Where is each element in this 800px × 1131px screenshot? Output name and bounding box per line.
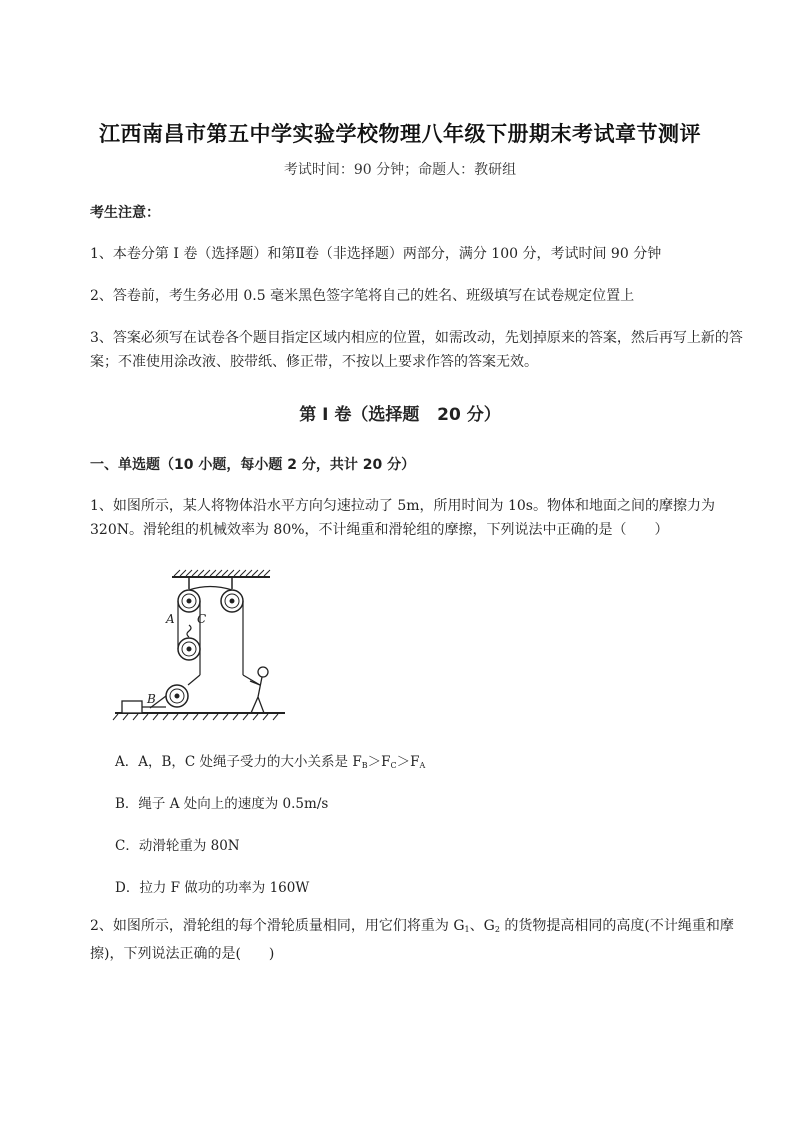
pulley-system-figure [110,565,320,725]
fixed-pulley-left [178,577,200,612]
label-c: C [197,612,207,626]
movable-pulley-bottom [166,685,188,707]
option-a [115,750,425,770]
label-b: B [147,692,156,706]
ground [113,713,285,720]
option-d: D．拉力 F 做功的功率为 160W [115,880,310,896]
notice-item-2: 2、答卷前，考生务必用 0.5 毫米黑色签字笔将自己的姓名、班级填写在试卷规定位置上 [90,288,635,304]
q2-sub-2: 2 [494,925,500,934]
question-1-stem: 1、如图所示，某人将物体沿水平方向匀速拉动了 5m，所用时间为 10s。物体和地面之间的摩擦力为 320N。滑轮组的机械效率为 80%，不计绳重和滑轮组的摩擦，下列说法中正确的是（ ） [90,498,715,538]
person-figure [250,667,268,713]
option-a-gt-1: ＞F [367,754,391,770]
option-a-gt-2: ＞F [396,754,420,770]
page-title: 江西南昌市第五中学实验学校物理八年级下册期末考试章节测评 [99,122,701,146]
part-heading: 一、单选题（10 小题，每小题 2 分，共计 20 分） [90,457,416,473]
label-a: A [166,612,175,626]
notice-heading: 考生注意： [90,205,160,221]
q2-text-pre: 2、如图所示，滑轮组的每个滑轮质量相同，用它们将重为 G [90,918,465,934]
block-object [122,701,142,713]
notice-item-3: 3、答案必须写在试卷各个题目指定区域内相应的位置，如需改动，先划掉原来的答案，然后再写上新的答案；不准使用涂改液、胶带纸、修正带，不按以上要求作答的答案无效。 [90,330,743,370]
movable-pulley-middle [178,625,200,660]
q2-sub-1: 1 [464,925,470,934]
notice-item-1: 1、本卷分第 I 卷（选择题）和第Ⅱ卷（非选择题）两部分，满分 100 分，考试时间 90 分钟 [90,246,662,262]
rope [150,587,260,709]
option-b: B．绳子 A 处向上的速度为 0.5m/s [115,796,329,812]
question-2-stem [90,914,750,966]
option-a-sub-2: C [390,761,397,770]
ceiling-support [172,570,270,577]
q2-text-mid: 、G [469,918,495,934]
section-title: 第 I 卷（选择题 20 分） [299,405,501,425]
option-a-sub-3: A [419,761,426,770]
fixed-pulley-right [221,577,243,612]
q2-text-post: 的货物提高相同的高度(不计绳重和摩擦)，下列说法正确的是( ) [90,918,734,962]
exam-info: 考试时间：90 分钟；命题人：教研组 [283,162,517,178]
option-a-sub-1: B [361,761,368,770]
option-c: C．动滑轮重为 80N [115,838,240,854]
option-a-text: A．A，B，C 处绳子受力的大小关系是 F [115,754,362,770]
